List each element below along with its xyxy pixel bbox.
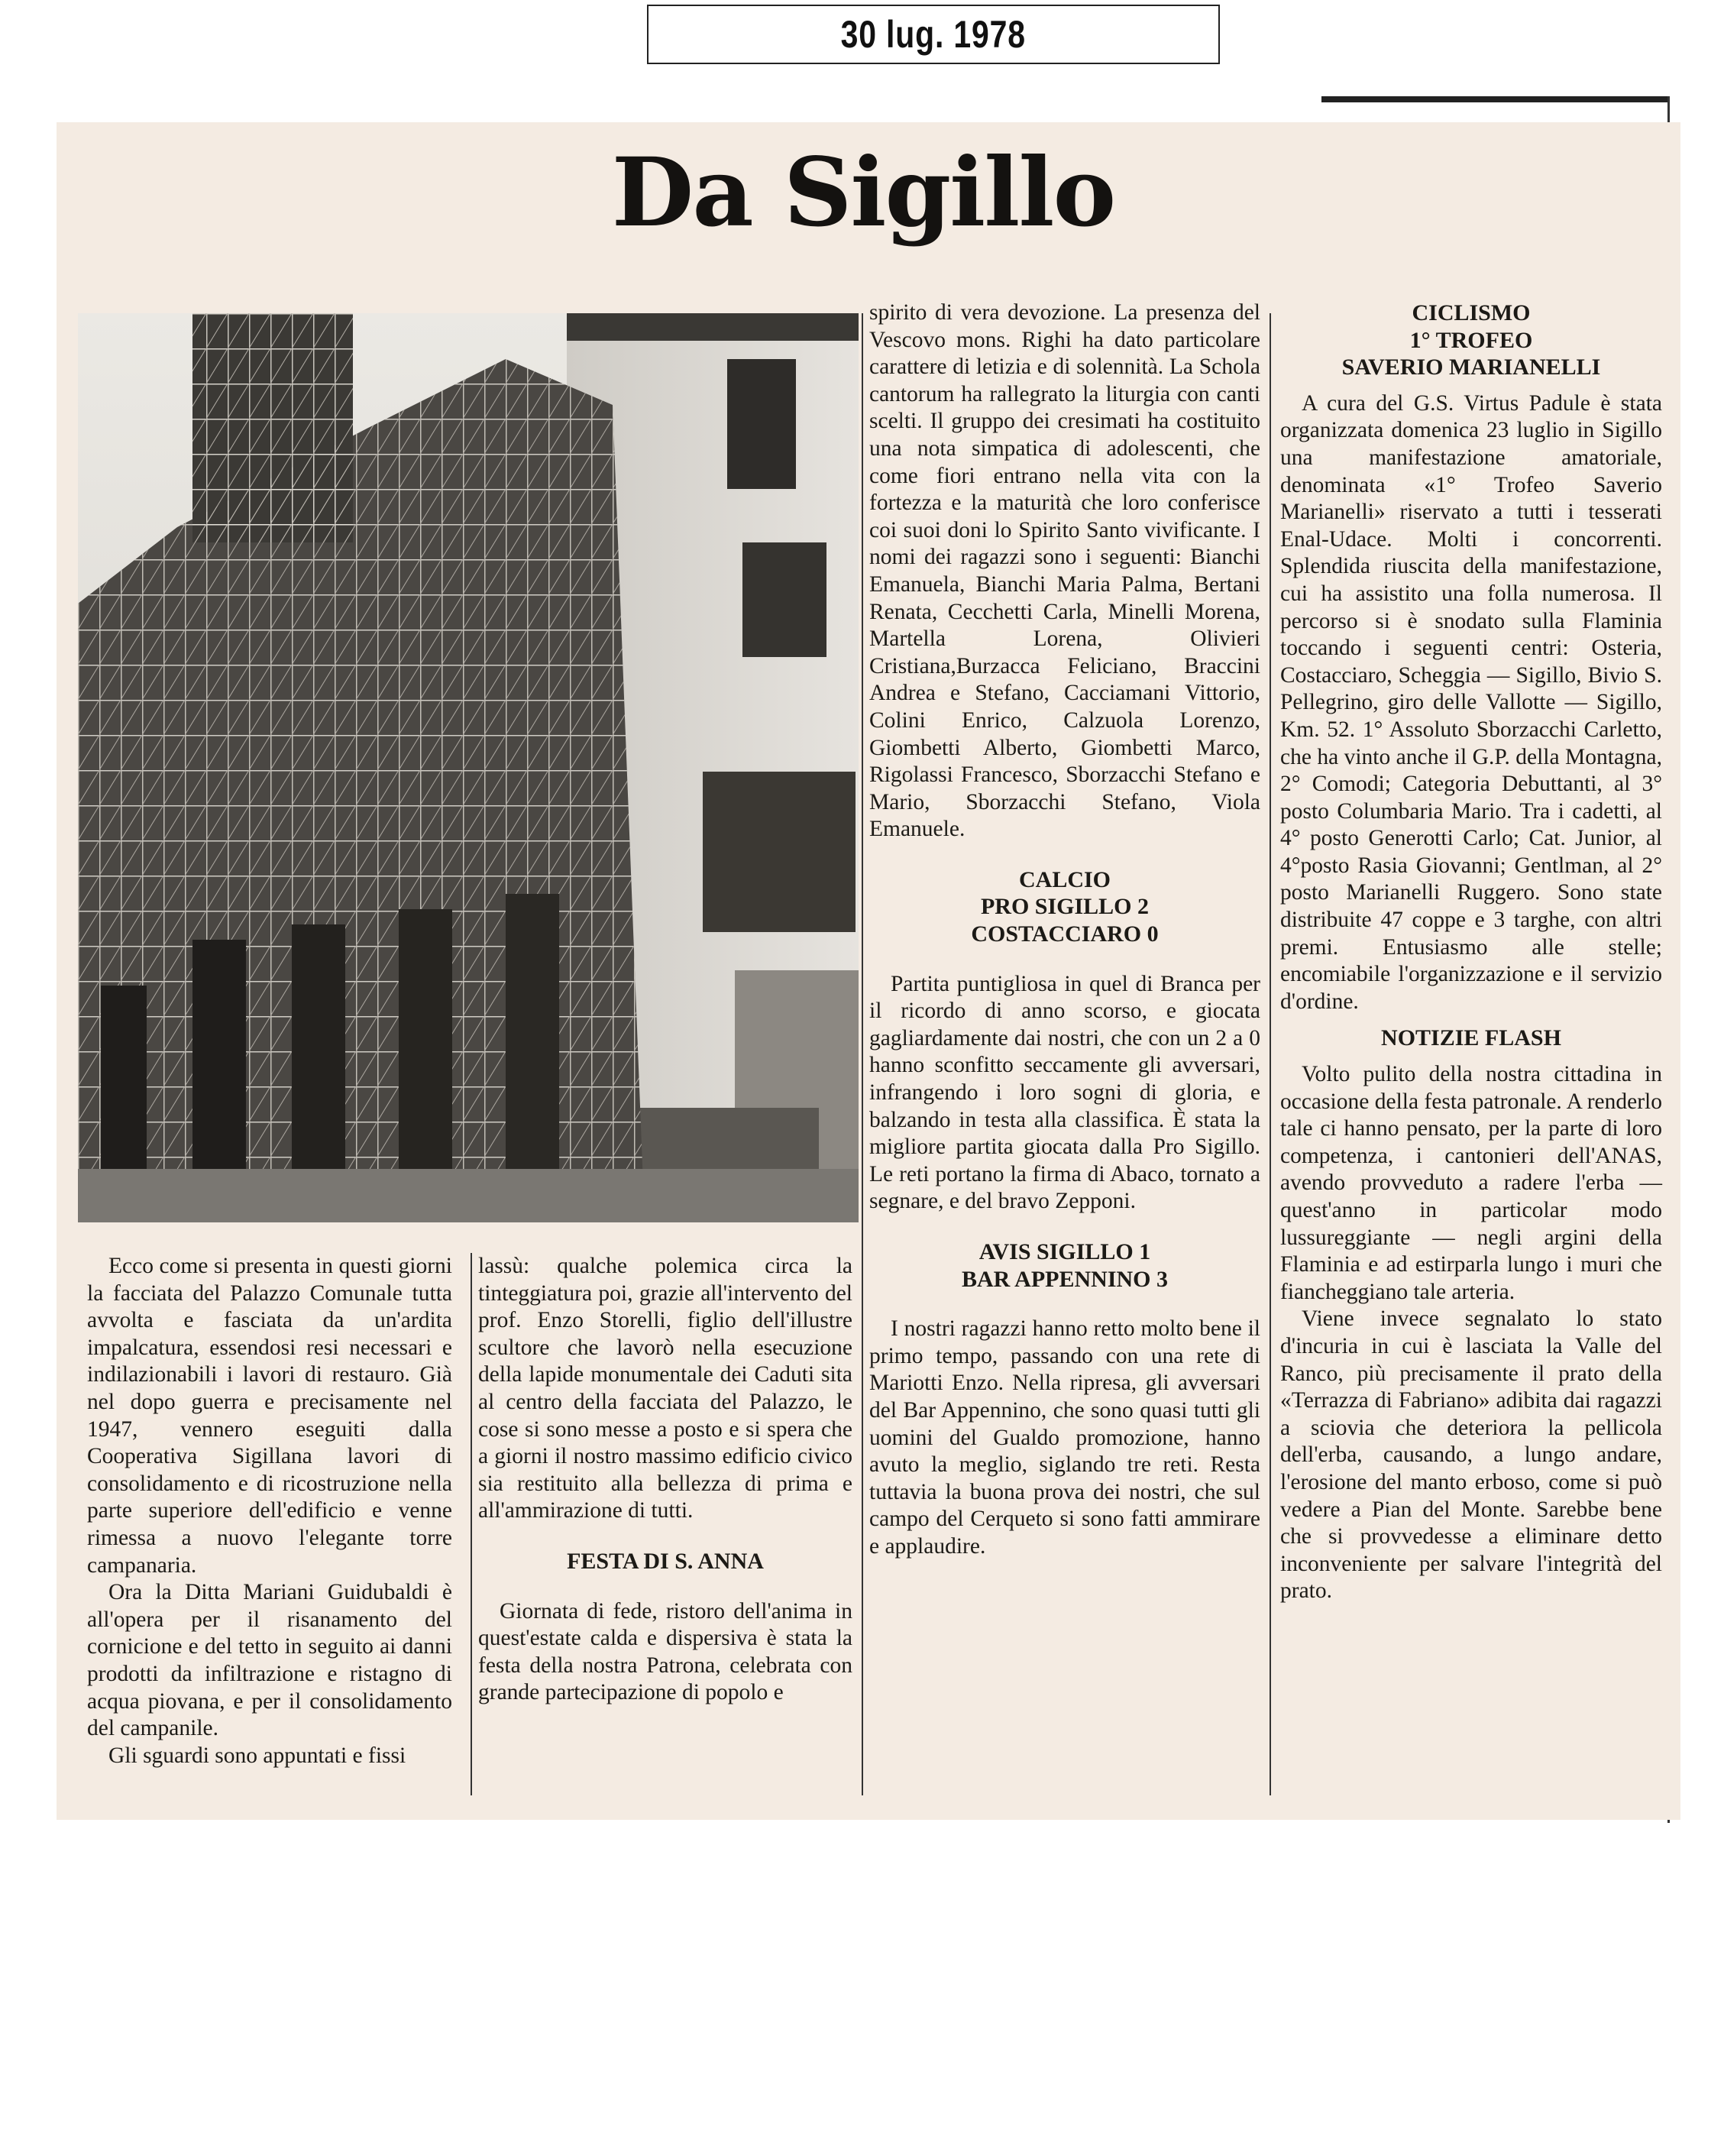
- article-paragraph: spirito di vera devozione. La presenza del Vescovo mons. Righi ha dato particolare carattere di letizia e di solennità. La Schola cantorum ha rallegrato la liturgia con canti scelti. Il gruppo dei cresimati ha costituito una nota simpatica di adolescenti, che come fiori entrano nella vita con la fortezza e la maturità che loro conferisce coi suoi doni lo Spirito Santo vivificante. I nomi dei ragazzi sono i seguenti: Bianchi Emanuela, Bianchi Maria Palma, Bertani Renata, Cecchetti Carla, Minelli Morena, Martella Lorena, Olivieri Cristiana,Burzacca Feliciano, Braccini Andrea e Stefano, Cacciamani Vittorio, Colini Enrico, Calzuola Lorenzo, Giombetti Alberto, Giombetti Marco, Rigolassi Francesco, Sborzacchi Stefano e Mario, Sborzacchi Stefano, Viola Emanuele.: [869, 300, 1260, 842]
- column-3: [869, 299, 1260, 1561]
- top-rule: [1321, 96, 1670, 102]
- article-paragraph: Ecco come si presenta in questi giorni la facciata del Palazzo Comunale tutta avvolta e fasciata da un'ardita impalcatura, essendosi resi necessari e indilazionabili i lavori di restauro. Già nel dopo guerra e precisamente nel 1947, vennero eseguiti dalla Cooperativa Sigillana lavori di consolidamento e di ricostruzione nella parte superiore dell'edificio e venne rimessa a nuovo l'elegante torre campanaria.: [87, 1254, 452, 1578]
- column-rule: [862, 313, 863, 1795]
- article-paragraph: Gli sguardi sono appuntati e fissi: [108, 1743, 406, 1768]
- article-paragraph: Giornata di fede, ristoro dell'anima in quest'estate calda e dispersiva è stata la festa della nostra Patrona, celebrata con grande partecipazione di popolo e: [478, 1598, 852, 1705]
- palazzo-photo: [78, 313, 859, 1222]
- article-paragraph: A cura del G.S. Virtus Padule è stata organizzata domenica 23 luglio in Sigillo una manifestazione amatoriale, denominata «1° Trofeo Saverio Marianelli» riservato a tutti i tesserati Enal-Udace. Molti i concorrenti. Splendida riuscita della manifestazione, cui ha assistito una folla numerosa. Il percorso si è snodato sulla Flaminia toccando i seguenti centri: Osteria, Costacciaro, Scheggia — Sigillo, Bivio S. Pellegrino, giro delle Vallotte — Sigillo, Km. 52. 1° Assoluto Sborzacchi Carletto, che ha vinto anche il G.P. della Montagna, 2° Comodi; Categoria Debuttanti, al 3° posto Columbaria Mario. Tra i cadetti, al 4° posto Generotti Carlo; Cat. Junior, al 4°posto Rasia Giovanni; Gentlman, al 2° posto Marianelli Ruggero. Sono state distribuite 47 coppe e 3 targhe, con altri premi. Entusiasmo alle stelle; encomiabile l'organizzazione e il servizio d'ordine.: [1280, 390, 1662, 1014]
- section-heading: SAVERIO MARIANELLI: [1341, 354, 1601, 380]
- date-stamp: 30 lug. 1978: [840, 13, 1027, 56]
- section-heading: 1° TROFEO: [1409, 327, 1533, 353]
- section-heading: CALCIO: [1018, 866, 1111, 892]
- section-heading: CICLISMO: [1412, 300, 1531, 325]
- article-paragraph: Partita puntigliosa in quel di Branca per il ricordo di anno scorso, e giocata gagliardamente dai nostri, che con un 2 a 0 hanno sconfitto seccamente gli avversari, infrangendo i loro sogni di gloria, e balzando in testa alla classifica. È stata la migliore partita giocata dalla Pro Sigillo. Le reti portano la firma di Abaco, tornato a segnare, e del bravo Zepponi.: [869, 971, 1260, 1214]
- column-1: [87, 1253, 452, 1769]
- article-paragraph: I nostri ragazzi hanno retto molto bene il primo tempo, passando con una rete di Mariotti Enzo. Nella ripresa, gli avversari del Bar Appennino, che sono quasi tutti gli uomini del Gualdo promozione, hanno avuto la meglio, siglando tre reti. Resta tuttavia la buona prova dei nostri, che sul campo del Cerqueto si sono fatti ammirare e applaudire.: [869, 1316, 1260, 1559]
- article-paragraph: Ora la Ditta Mariani Guidubaldi è all'opera per il risanamento del cornicione e del tetto in seguito ai danni prodotti da infiltrazione e ristagno di acqua piovana, e per il consolidamento del campanile.: [87, 1580, 452, 1741]
- column-2: [478, 1253, 852, 1707]
- section-heading: PRO SIGILLO 2: [980, 894, 1150, 920]
- article-paragraph: lassù: qualche polemica circa la tinteggiatura poi, grazie all'intervento del prof. Enzo Storelli, figlio dell'illustre scultore che lavorò nella esecuzione della lapide monumentale dei Caduti sita al centro della facciata del Palazzo, le cose si sono messe a posto e si spera che a giorni il nostro massimo edificio civico sia restituito alla bellezza di prima e all'ammirazione di tutti.: [478, 1254, 852, 1523]
- article-paragraph: Viene invece segnalato lo stato d'incuria in cui è lasciata la Valle del Ranco, più precisamente il prato della «Terrazza di Fabriano» adibita dai ragazzi a sciovia che deteriora la pellicola dell'erba, causando, a lungo andare, l'erosione del manto erboso, come si può vedere a Pian del Monte. Sarebbe bene che si provvedesse a eliminare detto inconveniente per salvare l'integrità del prato.: [1280, 1306, 1662, 1604]
- section-heading: FESTA DI S. ANNA: [567, 1548, 764, 1574]
- article-paragraph: Volto pulito della nostra cittadina in occasione della festa patronale. A renderlo tale ci hanno pensato, per la parte di loro competenza, i cantonieri dell'ANAS, avendo provveduto a radere l'erba — quest'anno in particolar modo lussureggiante — negli argini della Flaminia e ad estirparla lungo i muri che fiancheggiano tale arteria.: [1280, 1062, 1662, 1304]
- section-heading: BAR APPENNINO 3: [961, 1266, 1168, 1292]
- section-heading: NOTIZIE FLASH: [1381, 1025, 1561, 1051]
- section-heading: AVIS SIGILLO 1: [978, 1239, 1151, 1264]
- column-rule: [1270, 313, 1271, 1795]
- column-4: [1280, 299, 1662, 1605]
- column-rule: [471, 1253, 472, 1795]
- headline: Da Sigillo: [611, 138, 1115, 248]
- date-stamp-box: [647, 5, 1220, 64]
- section-heading: COSTACCIARO 0: [971, 921, 1159, 947]
